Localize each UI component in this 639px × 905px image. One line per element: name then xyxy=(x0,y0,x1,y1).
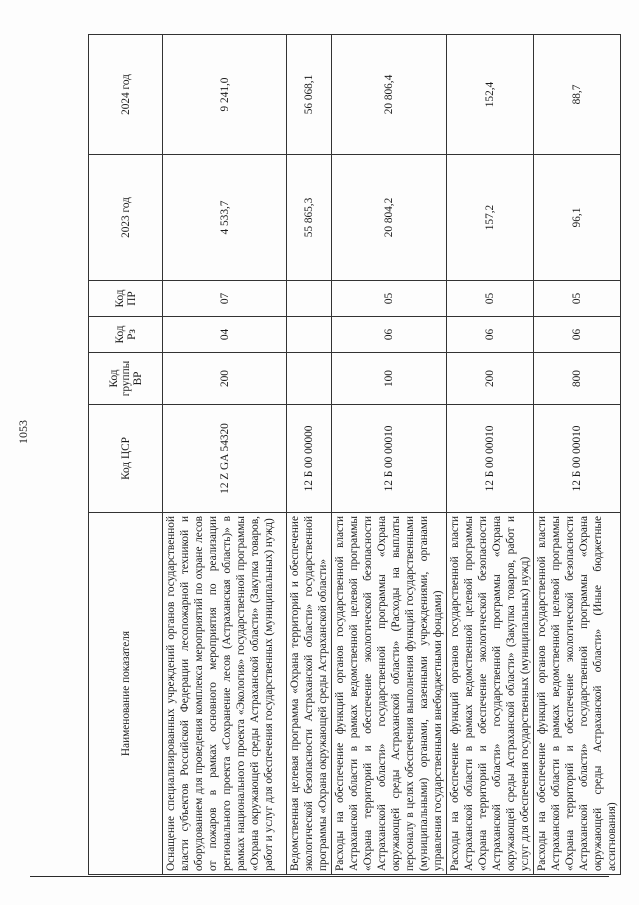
header-2023: 2023 год xyxy=(89,155,163,281)
row-csr-cell: 12 Б 00 00010 xyxy=(447,405,534,513)
row-csr-cell: 12 Б 00 00010 xyxy=(534,405,621,513)
row-vr-cell: 100 xyxy=(332,353,447,405)
header-vr: Код группы ВР xyxy=(89,353,163,405)
row-2024-cell: 152,4 xyxy=(447,35,534,155)
table-row xyxy=(332,35,447,875)
row-2024-cell: 56 068,1 xyxy=(287,35,332,155)
row-2023-cell: 96,1 xyxy=(534,155,621,281)
page-bottom-rule xyxy=(30,876,609,877)
row-name-cell: Расходы на обеспечение функций органов государственной власти Астраханской области в рамках ведомственной целевой программы «Охрана территорий и обеспечение экологической безопасности Астраханской области» государственной программы «Охрана окружающей среды Астраханской области» (Иные бюджетные ассигнования) xyxy=(534,513,621,875)
table-row xyxy=(447,35,534,875)
header-name: Наименование показателя xyxy=(89,513,163,875)
row-csr-cell: 12 Z GA 54320 xyxy=(163,405,287,513)
row-pr-cell xyxy=(287,281,332,317)
header-pr: Код ПР xyxy=(89,281,163,317)
row-rz-cell xyxy=(287,317,332,353)
row-rz-cell: 06 xyxy=(447,317,534,353)
row-pr-cell: 07 xyxy=(163,281,287,317)
header-csr: Код ЦСР xyxy=(89,405,163,513)
budget-table xyxy=(88,34,621,875)
row-2024-cell: 20 806,4 xyxy=(332,35,447,155)
row-csr-cell: 12 Б 00 00000 xyxy=(287,405,332,513)
row-vr-cell: 800 xyxy=(534,353,621,405)
row-2023-cell: 4 533,7 xyxy=(163,155,287,281)
row-rz-cell: 04 xyxy=(163,317,287,353)
row-name-cell: Оснащение специализированных учреждений органов государственной власти субъектов Российской Федерации лесопожарной техникой и оборудованием для проведения комплекса мероприятий по охране лесов от пожаров в рамках основного мероприятия по реализации регионального проекта «Сохранение лесов (Астраханская область)» в рамках национального проекта «Экология» государственной программы «Охрана окружающей среды Астраханской области» (Закупка товаров, работ и услуг для обеспечения государственных (муниципальных) нужд) xyxy=(163,513,287,875)
page-number: 1053 xyxy=(16,420,30,444)
row-2023-cell: 20 804,2 xyxy=(332,155,447,281)
row-vr-cell: 200 xyxy=(163,353,287,405)
budget-table-rotated xyxy=(88,35,618,875)
header-row xyxy=(89,35,163,875)
row-name-cell: Расходы на обеспечение функций органов государственной власти Астраханской области в рамках ведомственной целевой программы «Охрана территорий и обеспечение экологической безопасности Астраханской области» государственной программы «Охрана окружающей среды Астраханской области» (Закупка товаров, работ и услуг для обеспечения государственных (муниципальных) нужд) xyxy=(447,513,534,875)
row-2023-cell: 157,2 xyxy=(447,155,534,281)
table-row xyxy=(534,35,621,875)
row-csr-cell: 12 Б 00 00010 xyxy=(332,405,447,513)
table-row xyxy=(287,35,332,875)
row-name-cell: Расходы на обеспечение функций органов государственной власти Астраханской области в рамках ведомственной целевой программы «Охрана территорий и обеспечение экологической безопасности Астраханской области» государственной программы «Охрана окружающей среды Астраханской области» (Расходы на выплаты персоналу в целях обеспечения выполнения функций государственными (муниципальными) органами, казенными учреждениями, органами управления государственными внебюджетными фондами) xyxy=(332,513,447,875)
header-2024: 2024 год xyxy=(89,35,163,155)
row-2024-cell: 88,7 xyxy=(534,35,621,155)
row-pr-cell: 05 xyxy=(534,281,621,317)
row-rz-cell: 06 xyxy=(332,317,447,353)
row-2023-cell: 55 865,3 xyxy=(287,155,332,281)
header-rz: Код Рз xyxy=(89,317,163,353)
row-rz-cell: 06 xyxy=(534,317,621,353)
row-pr-cell: 05 xyxy=(447,281,534,317)
row-name-cell: Ведомственная целевая программа «Охрана территорий и обеспечение экологической безопасности Астраханской области» государственной программы «Охрана окружающей среды Астраханской области» xyxy=(287,513,332,875)
row-2024-cell: 9 241,0 xyxy=(163,35,287,155)
table-row xyxy=(163,35,287,875)
row-vr-cell: 200 xyxy=(447,353,534,405)
row-pr-cell: 05 xyxy=(332,281,447,317)
row-vr-cell xyxy=(287,353,332,405)
